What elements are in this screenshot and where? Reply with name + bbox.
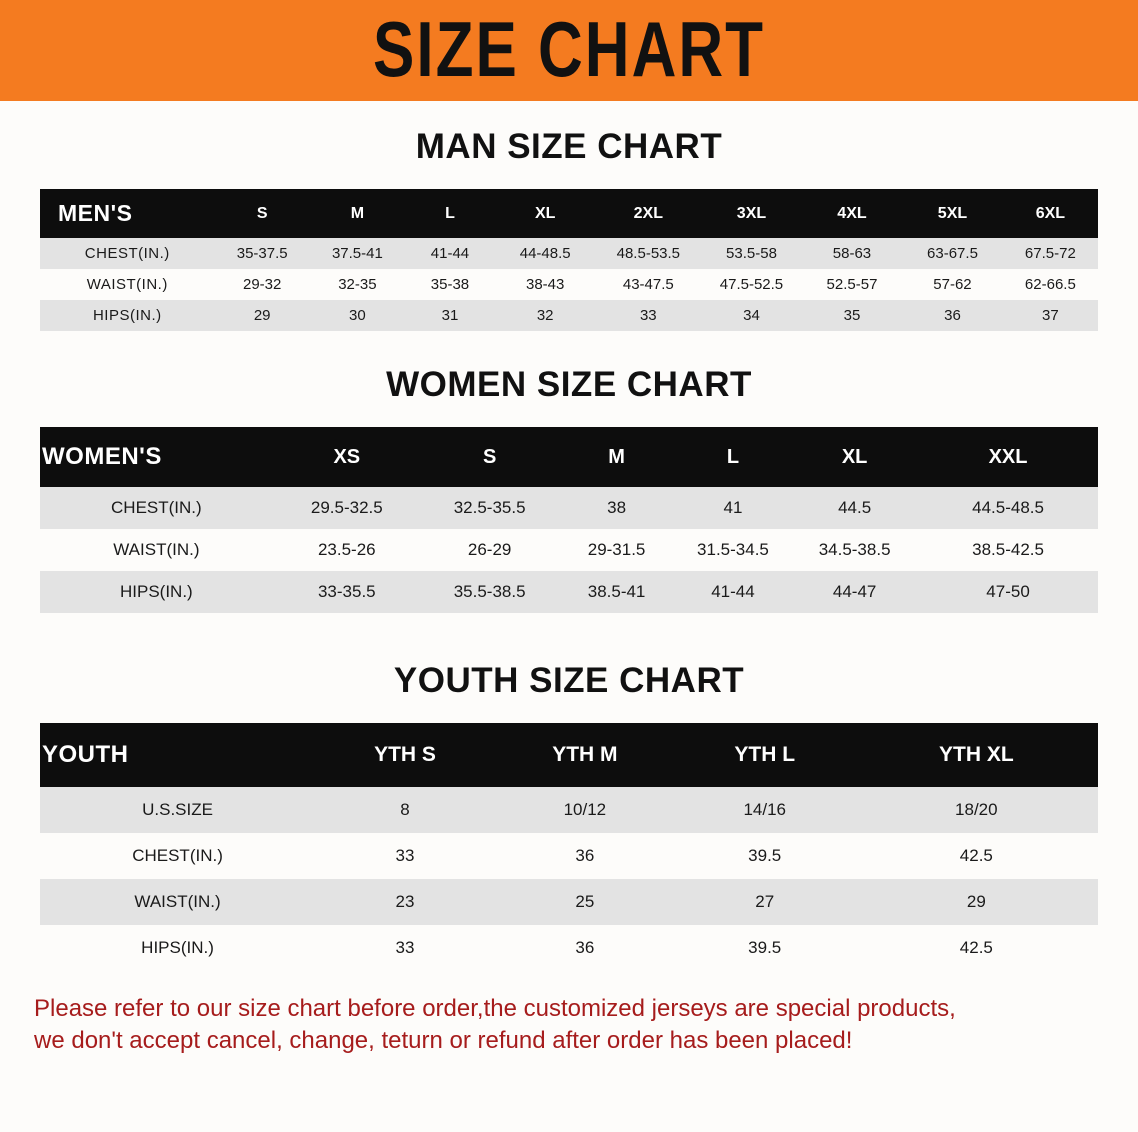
women-hips-l: 41-44	[711, 582, 755, 601]
men-row-label-waist: WAIST(IN.)	[86, 276, 168, 293]
men-header-s: S	[256, 204, 268, 222]
women-header-xxl: XXL	[988, 445, 1028, 468]
men-row-label-chest: CHEST(IN.)	[84, 245, 170, 262]
men-waist-4xl: 52.5-57	[826, 276, 878, 293]
men-header-2xl: 2XL	[633, 204, 663, 222]
women-hips-xxl: 47-50	[986, 582, 1030, 601]
youth-header-ythxl: YTH XL	[938, 743, 1014, 766]
women-header-label: WOMEN'S	[42, 443, 162, 470]
women-waist-m: 29-31.5	[587, 540, 646, 559]
women-row-label-chest: CHEST(IN.)	[111, 498, 202, 517]
women-row-label-hips: HIPS(IN.)	[120, 582, 193, 601]
youth-ussize-ythxl: 18/20	[955, 800, 998, 819]
men-chest-3xl: 53.5-58	[726, 245, 777, 262]
men-waist-5xl: 57-62	[933, 276, 972, 293]
page-title: SIZE CHART	[373, 6, 765, 93]
youth-section-title: YOUTH SIZE CHART	[393, 661, 745, 700]
table-row	[40, 269, 1098, 300]
youth-header-ythl: YTH L	[734, 743, 796, 766]
youth-ussize-ythm: 10/12	[563, 800, 607, 819]
women-chest-l: 41	[723, 498, 743, 517]
women-chest-s: 32.5-35.5	[453, 498, 526, 517]
women-waist-s: 26-29	[467, 540, 512, 559]
women-waist-xs: 23.5-26	[317, 540, 376, 559]
men-header-l: L	[445, 204, 455, 222]
youth-hips-yths: 33	[395, 938, 415, 957]
women-header-m: M	[608, 445, 625, 468]
disclaimer-line-1: Please refer to our size chart before order,the customized jerseys are special products,	[34, 995, 956, 1022]
table-row	[40, 925, 1098, 971]
men-chest-2xl: 48.5-53.5	[616, 245, 681, 262]
men-waist-m: 32-35	[338, 276, 377, 293]
women-section-title: WOMEN SIZE CHART	[386, 365, 752, 404]
men-waist-2xl: 43-47.5	[622, 276, 674, 293]
women-header-xl: XL	[841, 445, 868, 468]
women-chest-xl: 44.5	[838, 498, 872, 517]
women-waist-xxl: 38.5-42.5	[972, 540, 1044, 559]
men-header-5xl: 5XL	[937, 204, 968, 222]
table-row	[40, 833, 1098, 879]
men-hips-5xl: 36	[944, 307, 961, 324]
men-chest-xl: 44-48.5	[519, 245, 571, 262]
women-header-s: S	[482, 445, 497, 468]
youth-ussize-yths: 8	[400, 800, 410, 819]
table-row	[40, 487, 1098, 529]
women-header-l: L	[726, 445, 740, 468]
men-chest-4xl: 58-63	[832, 245, 872, 262]
youth-row-label-chest: CHEST(IN.)	[132, 846, 223, 865]
man-table-wrapper	[0, 189, 1138, 331]
men-header-4xl: 4XL	[837, 204, 867, 222]
women-table-wrapper	[0, 427, 1138, 613]
women-waist-l: 31.5-34.5	[697, 540, 769, 559]
table-row	[40, 571, 1098, 613]
men-hips-s: 29	[253, 307, 271, 324]
women-size-table	[40, 427, 1098, 613]
women-hips-xl: 44-47	[832, 582, 877, 601]
header-banner	[0, 0, 1138, 101]
men-header-label: MEN'S	[58, 200, 133, 226]
men-chest-s: 35-37.5	[236, 245, 288, 262]
men-row-label-hips: HIPS(IN.)	[92, 307, 162, 324]
youth-header-yths: YTH S	[374, 743, 436, 766]
men-waist-3xl: 47.5-52.5	[719, 276, 784, 293]
men-waist-xl: 38-43	[525, 276, 565, 293]
table-row	[40, 300, 1098, 331]
youth-header-label: YOUTH	[42, 741, 129, 768]
men-hips-l: 31	[441, 307, 459, 324]
men-waist-s: 29-32	[242, 276, 282, 293]
table-row	[40, 879, 1098, 925]
men-hips-m: 30	[349, 307, 366, 324]
youth-header-ythm: YTH M	[552, 743, 618, 766]
table-header-row	[40, 427, 1098, 487]
men-chest-m: 37.5-41	[331, 245, 383, 262]
women-chest-xxl: 44.5-48.5	[972, 498, 1044, 517]
youth-hips-ythxl: 42.5	[959, 938, 993, 957]
men-chest-l: 41-44	[430, 245, 470, 262]
men-header-6xl: 6XL	[1035, 204, 1066, 222]
table-row	[40, 529, 1098, 571]
youth-row-label-waist: WAIST(IN.)	[134, 892, 221, 911]
men-hips-2xl: 33	[639, 307, 657, 324]
youth-waist-yths: 23	[395, 892, 415, 911]
men-waist-l: 35-38	[430, 276, 470, 293]
youth-hips-ythl: 39.5	[748, 938, 782, 957]
men-chest-5xl: 63-67.5	[927, 245, 978, 262]
youth-chest-ythxl: 42.5	[959, 846, 993, 865]
women-chest-xs: 29.5-32.5	[310, 498, 383, 517]
youth-chest-yths: 33	[395, 846, 415, 865]
women-waist-xl: 34.5-38.5	[818, 540, 891, 559]
table-header-row	[40, 189, 1098, 238]
youth-waist-ythl: 27	[755, 892, 775, 911]
disclaimer-line-2: we don't accept cancel, change, teturn or refund after order has been placed!	[34, 1027, 853, 1055]
table-header-row	[40, 723, 1098, 787]
youth-row-label-hips: HIPS(IN.)	[141, 938, 214, 957]
disclaimer-note	[34, 993, 1104, 1058]
men-hips-xl: 32	[536, 307, 554, 324]
youth-waist-ythm: 25	[575, 892, 595, 911]
youth-ussize-ythl: 14/16	[743, 800, 786, 819]
women-hips-s: 35.5-38.5	[453, 582, 526, 601]
men-chest-6xl: 67.5-72	[1024, 245, 1076, 262]
youth-table-wrapper	[0, 723, 1138, 971]
men-header-xl: XL	[534, 204, 556, 222]
youth-size-table	[40, 723, 1098, 971]
youth-row-label-ussize: U.S.SIZE	[142, 800, 213, 819]
men-header-m: M	[350, 204, 365, 222]
women-hips-xs: 33-35.5	[317, 582, 376, 601]
youth-chest-ythm: 36	[575, 846, 595, 865]
women-header-xs: XS	[333, 445, 361, 468]
youth-chest-ythl: 39.5	[748, 846, 782, 865]
men-waist-6xl: 62-66.5	[1024, 276, 1076, 293]
table-row	[40, 238, 1098, 269]
men-hips-3xl: 34	[743, 307, 760, 324]
men-header-3xl: 3XL	[736, 204, 767, 222]
man-section-title: MAN SIZE CHART	[415, 127, 723, 166]
man-size-table	[40, 189, 1098, 331]
women-hips-m: 38.5-41	[587, 582, 646, 601]
men-hips-4xl: 35	[843, 307, 861, 324]
youth-hips-ythm: 36	[575, 938, 595, 957]
men-hips-6xl: 37	[1042, 307, 1059, 324]
youth-waist-ythxl: 29	[966, 892, 986, 911]
table-row	[40, 787, 1098, 833]
women-row-label-waist: WAIST(IN.)	[113, 540, 200, 559]
women-chest-m: 38	[607, 498, 627, 517]
